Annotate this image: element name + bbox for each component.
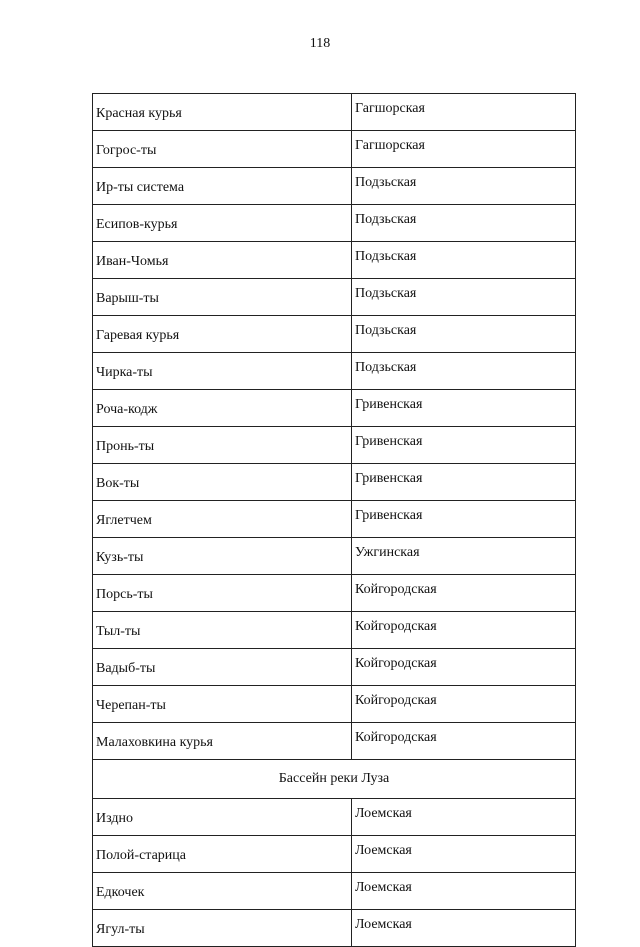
district-cell: Подзьская: [352, 168, 576, 205]
water-body-name-cell: Гогрос-ты: [93, 131, 352, 168]
table-row: [93, 723, 576, 760]
district-cell: Гривенская: [352, 464, 576, 501]
table-row: [93, 390, 576, 427]
table-row: [93, 427, 576, 464]
district-cell: Гривенская: [352, 427, 576, 464]
table-row: [93, 205, 576, 242]
district-cell: Лоемская: [352, 910, 576, 947]
district-cell: Ужгинская: [352, 538, 576, 575]
table-row: [93, 168, 576, 205]
table-row: [93, 501, 576, 538]
water-body-name-cell: Вок-ты: [93, 464, 352, 501]
water-body-name-cell: Иван-Чомья: [93, 242, 352, 279]
district-cell: Гривенская: [352, 390, 576, 427]
water-body-name-cell: Чирка-ты: [93, 353, 352, 390]
district-cell: Подзьская: [352, 279, 576, 316]
section-heading-row: [93, 760, 576, 799]
table-row: [93, 686, 576, 723]
section-heading: Бассейн реки Луза: [93, 760, 576, 799]
water-body-name-cell: Варыш-ты: [93, 279, 352, 316]
district-cell: Подзьская: [352, 242, 576, 279]
water-body-name-cell: Ир-ты система: [93, 168, 352, 205]
district-cell: Лоемская: [352, 836, 576, 873]
district-cell: Койгородская: [352, 612, 576, 649]
table-body: [93, 94, 576, 947]
table-row: [93, 612, 576, 649]
table-row: [93, 538, 576, 575]
district-cell: Гагшорская: [352, 94, 576, 131]
water-body-name-cell: Полой-старица: [93, 836, 352, 873]
water-body-name-cell: Красная курья: [93, 94, 352, 131]
table-row: [93, 242, 576, 279]
table-row: [93, 353, 576, 390]
water-body-name-cell: Гаревая курья: [93, 316, 352, 353]
district-cell: Лоемская: [352, 873, 576, 910]
water-body-name-cell: Яглетчем: [93, 501, 352, 538]
water-bodies-table: [92, 93, 576, 947]
table-row: [93, 464, 576, 501]
table-row: [93, 316, 576, 353]
district-cell: Койгородская: [352, 686, 576, 723]
table-row: [93, 279, 576, 316]
table-row: [93, 94, 576, 131]
district-cell: Подзьская: [352, 205, 576, 242]
table-row: [93, 575, 576, 612]
page-number: 118: [309, 36, 331, 51]
water-body-name-cell: Роча-кодж: [93, 390, 352, 427]
table-row: [93, 649, 576, 686]
water-body-name-cell: Издно: [93, 799, 352, 836]
water-body-name-cell: Черепан-ты: [93, 686, 352, 723]
district-cell: Гривенская: [352, 501, 576, 538]
water-body-name-cell: Кузь-ты: [93, 538, 352, 575]
water-body-name-cell: Тыл-ты: [93, 612, 352, 649]
district-cell: Койгородская: [352, 723, 576, 760]
water-body-name-cell: Вадыб-ты: [93, 649, 352, 686]
table-row: [93, 910, 576, 947]
water-body-name-cell: Едкочек: [93, 873, 352, 910]
table-row: [93, 131, 576, 168]
water-body-name-cell: Есипов-курья: [93, 205, 352, 242]
district-cell: Подзьская: [352, 353, 576, 390]
district-cell: Гагшорская: [352, 131, 576, 168]
water-body-name-cell: Ягул-ты: [93, 910, 352, 947]
table-row: [93, 799, 576, 836]
water-body-name-cell: Пронь-ты: [93, 427, 352, 464]
district-cell: Койгородская: [352, 649, 576, 686]
water-body-name-cell: Малаховкина курья: [93, 723, 352, 760]
table-row: [93, 836, 576, 873]
water-body-name-cell: Порсь-ты: [93, 575, 352, 612]
district-cell: Лоемская: [352, 799, 576, 836]
table-row: [93, 873, 576, 910]
district-cell: Койгородская: [352, 575, 576, 612]
district-cell: Подзьская: [352, 316, 576, 353]
